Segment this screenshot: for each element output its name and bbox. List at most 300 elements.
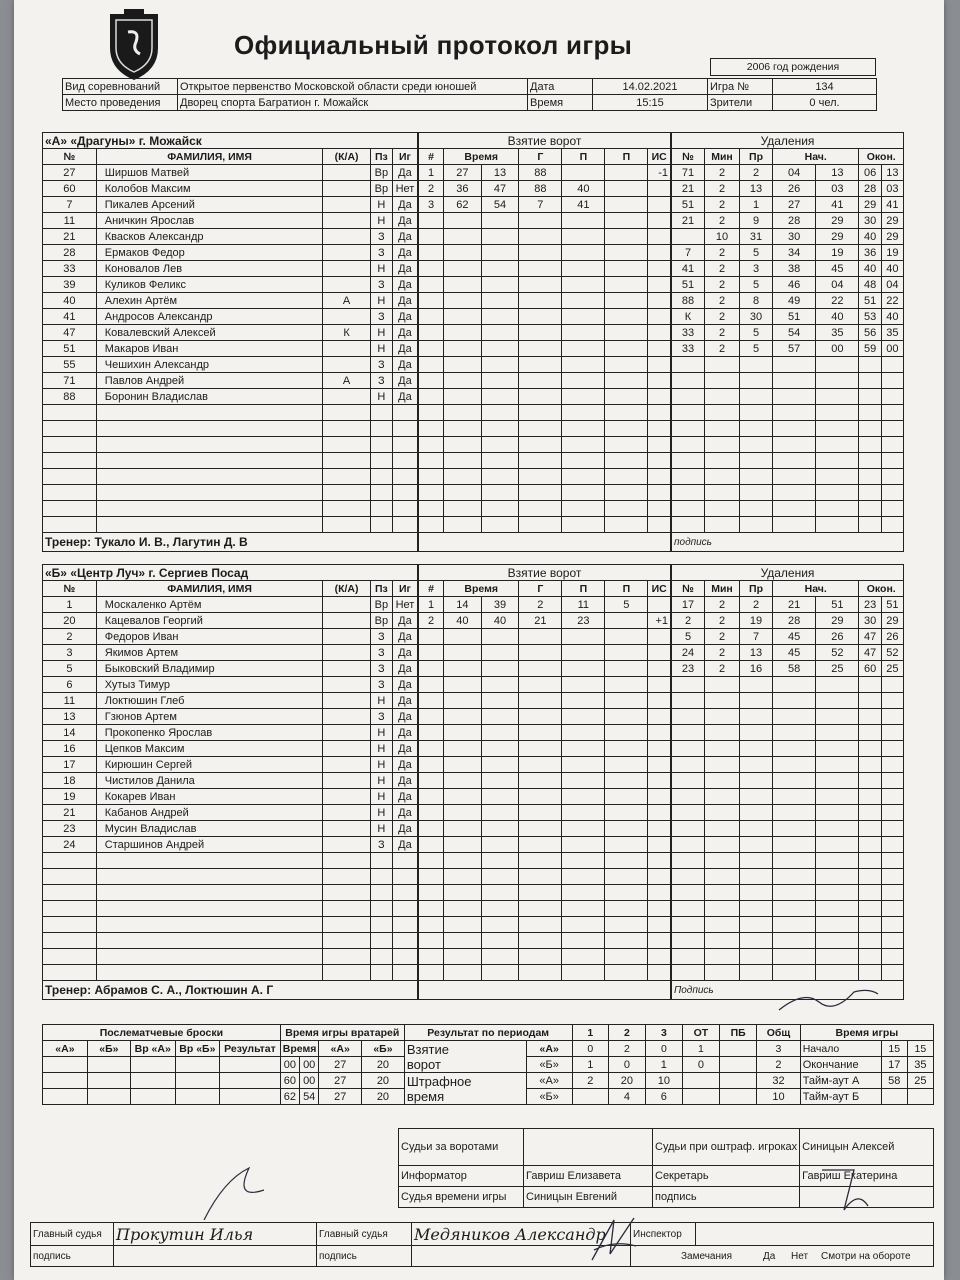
player-number: 21: [43, 805, 97, 821]
goal-row-empty: [419, 869, 671, 885]
penalty-cell: 21: [672, 181, 705, 197]
penalty-cell: 27: [773, 197, 816, 213]
player-position: З: [370, 357, 392, 373]
player-role: [323, 821, 370, 837]
roster-row-empty: [43, 901, 418, 917]
goal-row-empty: [419, 469, 671, 485]
player-position: Вр: [370, 597, 392, 613]
team_a-coach: Тренер: Тукало И. В., Лагутин Д. В: [43, 533, 418, 552]
player-role: [323, 277, 370, 293]
player-number: 17: [43, 757, 97, 773]
player-played: Да: [392, 277, 417, 293]
penalty-cell: 28: [773, 613, 816, 629]
venue-value: Дворец спорта Багратион г. Можайск: [178, 95, 528, 111]
penalty-cell: 13: [740, 645, 773, 661]
player-name: Кацевалов Георгий: [96, 613, 323, 629]
player-name: Кирюшин Сергей: [96, 757, 323, 773]
roster-row: [43, 725, 418, 741]
start-label: Начало: [800, 1041, 881, 1057]
player-number: 47: [43, 325, 97, 341]
penalty-cell: 47: [859, 645, 881, 661]
chief-referee-signature-icon: [584, 1210, 644, 1270]
penalty-cell: 52: [881, 645, 903, 661]
player-position: З: [370, 629, 392, 645]
player-played: Нет: [392, 181, 417, 197]
roster-row: [43, 341, 418, 357]
timeout-b-label: Тайм-аут Б: [800, 1089, 881, 1105]
roster-row: [43, 709, 418, 725]
penalty-cell: 60: [859, 661, 881, 677]
penalty-row-empty: [672, 933, 904, 949]
player-role: [323, 757, 370, 773]
end-m: 35: [907, 1057, 933, 1073]
player-position: Вр: [370, 165, 392, 181]
player-number: 88: [43, 389, 97, 405]
player-role: [323, 165, 370, 181]
player-name: Старшинов Андрей: [96, 837, 323, 853]
secretary-label: Секретарь: [653, 1166, 800, 1187]
chief-referee-1-value: Прокутин Илья: [114, 1223, 317, 1246]
roster-row: [43, 677, 418, 693]
player-number: 40: [43, 293, 97, 309]
goal-col-assist1: П: [562, 149, 605, 165]
penalty-row-empty: [672, 469, 904, 485]
player-played: Да: [392, 677, 417, 693]
goals-row-label: Взятие ворот: [404, 1041, 526, 1073]
player-played: Да: [392, 309, 417, 325]
penalty-cell: 28: [859, 181, 881, 197]
penalty-cell: 03: [881, 181, 903, 197]
goalie-row-3-a: 27: [319, 1089, 362, 1105]
pen-col-num: №: [672, 581, 705, 597]
period-team-a: «А»: [526, 1041, 572, 1057]
player-position: Н: [370, 325, 392, 341]
player-name: Квасков Александр: [96, 229, 323, 245]
player-name: Гзюнов Артем: [96, 709, 323, 725]
penalty-cell: 04: [773, 165, 816, 181]
shootout-col-gka: Вр «А»: [130, 1041, 175, 1057]
roster-row: [43, 197, 418, 213]
informer-value: Гавриш Елизавета: [524, 1166, 653, 1187]
inspector-label: Инспектор: [631, 1223, 696, 1246]
penalty-row-empty: [672, 453, 904, 469]
penalty-cell: 40: [859, 261, 881, 277]
goal-cell: 7: [519, 197, 562, 213]
player-role: [323, 229, 370, 245]
penalty-cell: 13: [881, 165, 903, 181]
page-title: Официальный протокол игры: [234, 30, 633, 60]
player-role: [323, 341, 370, 357]
roster-row: [43, 597, 418, 613]
player-played: Да: [392, 629, 417, 645]
player-played: Да: [392, 357, 417, 373]
roster-row: [43, 821, 418, 837]
time-label: Время: [528, 95, 593, 111]
game-value: 134: [773, 79, 877, 95]
team_b-coach: Тренер: Абрамов С. А., Локтюшин А. Г: [43, 981, 418, 1000]
spectators-label: Зрители: [708, 95, 773, 111]
p-a-pb: [720, 1041, 757, 1057]
player-number: 18: [43, 773, 97, 789]
goal-row-empty: [419, 917, 671, 933]
penalty-cell: 29: [881, 213, 903, 229]
player-role: [323, 261, 370, 277]
roster-row: [43, 261, 418, 277]
player-position: Н: [370, 293, 392, 309]
player-name: Андросов Александр: [96, 309, 323, 325]
goalie-row-2-a: 27: [319, 1073, 362, 1089]
goal-cell: 54: [481, 197, 519, 213]
penalty-row-empty: [672, 421, 904, 437]
goal-cell: 62: [444, 197, 482, 213]
player-number: 11: [43, 213, 97, 229]
goal-row-empty: [419, 949, 671, 965]
pen-col-reason: Пр: [740, 581, 773, 597]
team_a-sign-label: подпись: [672, 533, 904, 552]
penalty-cell: 71: [672, 165, 705, 181]
goal-col-num: #: [419, 149, 444, 165]
penalty-cell: 51: [859, 293, 881, 309]
pim-a-pb: [720, 1073, 757, 1089]
roster-row-empty: [43, 885, 418, 901]
player-role: [323, 645, 370, 661]
player-played: Да: [392, 229, 417, 245]
goal-cell: 13: [481, 165, 519, 181]
penalty-cell: 56: [859, 325, 881, 341]
player-name: Цепков Максим: [96, 741, 323, 757]
goal-row-empty: [419, 965, 671, 981]
goal-row-empty: [419, 773, 671, 789]
penalty-cell: 59: [859, 341, 881, 357]
col-num: №: [43, 149, 97, 165]
penalty-cell: 35: [816, 325, 859, 341]
player-number: 14: [43, 725, 97, 741]
penalty-cell: 30: [740, 309, 773, 325]
p-b-ot: 0: [682, 1057, 719, 1073]
penalty-cell: 34: [773, 245, 816, 261]
goal-col-scorer: Г: [519, 581, 562, 597]
roster-row-empty: [43, 453, 418, 469]
penalty-cell: 88: [672, 293, 705, 309]
penalty-cell: 9: [740, 213, 773, 229]
remarks-cell: [631, 1246, 934, 1267]
chief-2-sign-label: подпись: [317, 1246, 412, 1267]
penalty-cell: 5: [672, 629, 705, 645]
penalty-cell: 2: [705, 645, 740, 661]
goal-row-empty: [419, 517, 671, 533]
goal-row-empty: [419, 485, 671, 501]
player-played: Да: [392, 789, 417, 805]
player-position: Н: [370, 261, 392, 277]
penalty-cell: 33: [672, 325, 705, 341]
roster-row: [43, 229, 418, 245]
player-played: Да: [392, 341, 417, 357]
goal-row-empty: [419, 405, 671, 421]
goal-row-empty: [419, 453, 671, 469]
penalty-row: [672, 661, 904, 677]
penalty-cell: 2: [672, 613, 705, 629]
penalty-cell: 04: [816, 277, 859, 293]
penalty-cell: 21: [672, 213, 705, 229]
player-position: З: [370, 645, 392, 661]
penalty-row-empty: [672, 741, 904, 757]
team_a-goals: [418, 132, 671, 552]
pim-b-ot: [682, 1089, 719, 1105]
goal-row-empty: [419, 901, 671, 917]
goal-row: [419, 197, 671, 213]
penalty-cell: 2: [705, 597, 740, 613]
p-a-3: 0: [645, 1041, 682, 1057]
goal-row-empty: [419, 757, 671, 773]
col-ig: Иг: [392, 581, 417, 597]
roster-row: [43, 245, 418, 261]
goal-cell: 39: [481, 597, 519, 613]
player-number: 19: [43, 789, 97, 805]
player-role: [323, 709, 370, 725]
player-name: Чистилов Данила: [96, 773, 323, 789]
goal-cell: 23: [562, 613, 605, 629]
player-position: З: [370, 709, 392, 725]
player-name: Колобов Максим: [96, 181, 323, 197]
penalties-title: Удаления: [672, 565, 904, 581]
goal-row-empty: [419, 325, 671, 341]
game-label: Игра №: [708, 79, 773, 95]
player-name: Макаров Иван: [96, 341, 323, 357]
penalty-row: [672, 341, 904, 357]
col-pz: Пз: [370, 149, 392, 165]
penalty-cell: 49: [773, 293, 816, 309]
roster-row: [43, 293, 418, 309]
player-name: Боронин Владислав: [96, 389, 323, 405]
player-position: Н: [370, 213, 392, 229]
penalty-cell: 30: [859, 213, 881, 229]
penalty-row: [672, 261, 904, 277]
player-name: Павлов Андрей: [96, 373, 323, 389]
remarks-no: Нет: [791, 1251, 809, 1262]
player-name: Ковалевский Алексей: [96, 325, 323, 341]
p-a-2: 2: [608, 1041, 645, 1057]
player-position: З: [370, 245, 392, 261]
roster-row-empty: [43, 853, 418, 869]
col-pz: Пз: [370, 581, 392, 597]
penalty-row-empty: [672, 837, 904, 853]
goal-cell: 40: [481, 613, 519, 629]
team_b-goals: [418, 564, 671, 1000]
team_b-title: «Б» «Центр Луч» г. Сергиев Посад: [43, 565, 418, 581]
goalie-col-b: «Б»: [362, 1041, 405, 1057]
period-col-2: 2: [608, 1025, 645, 1041]
player-position: Н: [370, 773, 392, 789]
player-role: [323, 677, 370, 693]
roster-row: [43, 789, 418, 805]
end-label: Окончание: [800, 1057, 881, 1073]
player-position: Н: [370, 789, 392, 805]
player-role: [323, 661, 370, 677]
player-played: Да: [392, 661, 417, 677]
goal-row-empty: [419, 661, 671, 677]
roster-row-empty: [43, 869, 418, 885]
goal-row-empty: [419, 853, 671, 869]
penalty-cell: 8: [740, 293, 773, 309]
period-col-3: 3: [645, 1025, 682, 1041]
penalty-cell: 26: [773, 181, 816, 197]
player-position: З: [370, 229, 392, 245]
player-number: 1: [43, 597, 97, 613]
chief-referee-2-label: Главный судья: [317, 1223, 412, 1246]
col-num: №: [43, 581, 97, 597]
goal-row: [419, 613, 671, 629]
penalty-row-empty: [672, 885, 904, 901]
team_b-penalties: [671, 564, 904, 1000]
roster-row: [43, 613, 418, 629]
penalty-cell: 2: [705, 197, 740, 213]
player-played: Да: [392, 389, 417, 405]
col-ka: (К/А): [323, 149, 370, 165]
penalty-cell: 2: [705, 613, 740, 629]
goalie-row-1-b: 20: [362, 1057, 405, 1073]
goal-cell: [648, 597, 671, 613]
roster-row: [43, 805, 418, 821]
penalty-cell: 23: [859, 597, 881, 613]
pen-col-min: Мин: [705, 581, 740, 597]
penalty-cell: 26: [816, 629, 859, 645]
start-m: 15: [907, 1041, 933, 1057]
goalie-row-1-sec: 00: [300, 1057, 319, 1073]
penalty-judges-value: Синицын Алексей: [800, 1129, 934, 1166]
timeout-a-m: 58: [881, 1073, 907, 1089]
protocol-sheet: [14, 0, 944, 1280]
penalty-cell: 2: [705, 309, 740, 325]
timekeeper-label: Судья времени игры: [399, 1187, 524, 1208]
roster-row: [43, 325, 418, 341]
player-position: Вр: [370, 181, 392, 197]
goal-row-empty: [419, 421, 671, 437]
goal-row-empty: [419, 437, 671, 453]
team_a-roster: [42, 132, 418, 552]
secretary-value: Гавриш Екатерина: [800, 1166, 934, 1187]
player-role: А: [323, 293, 370, 309]
goalie-time-title: Время игры вратарей: [280, 1025, 404, 1041]
goal-cell: 40: [444, 613, 482, 629]
goal-row: [419, 597, 671, 613]
penalty-cell: 13: [816, 165, 859, 181]
p-b-total: 2: [757, 1057, 800, 1073]
goal-cell: 2: [519, 597, 562, 613]
goals-title: Взятие ворот: [419, 133, 671, 149]
goal-cell: [562, 165, 605, 181]
period-col-pb: ПБ: [720, 1025, 757, 1041]
venue-label: Место проведения: [63, 95, 178, 111]
penalty-cell: 51: [816, 597, 859, 613]
roster-row-empty: [43, 405, 418, 421]
shootout-col-a: «А»: [43, 1041, 88, 1057]
player-name: Пикалев Арсений: [96, 197, 323, 213]
penalty-cell: 1: [740, 197, 773, 213]
penalty-cell: 46: [773, 277, 816, 293]
goalie-row-2-b: 20: [362, 1073, 405, 1089]
penalty-cell: 7: [740, 629, 773, 645]
goal-cell: 21: [519, 613, 562, 629]
p-b-1: 1: [572, 1057, 608, 1073]
goalie-row-3-min: 62: [280, 1089, 299, 1105]
timeout-b-m: [881, 1089, 907, 1105]
roster-row-empty: [43, 917, 418, 933]
player-played: Да: [392, 805, 417, 821]
player-played: Да: [392, 197, 417, 213]
penalty-cell: 19: [816, 245, 859, 261]
shootout-col-gkb: Вр «Б»: [175, 1041, 220, 1057]
player-name: Якимов Артем: [96, 645, 323, 661]
penalty-row-empty: [672, 437, 904, 453]
goal-row-empty: [419, 229, 671, 245]
player-role: [323, 725, 370, 741]
penalty-row: [672, 309, 904, 325]
player-role: [323, 613, 370, 629]
penalty-cell: 2: [705, 245, 740, 261]
goalie-row-1-min: 00: [280, 1057, 299, 1073]
roster-row: [43, 213, 418, 229]
penalty-row-empty: [672, 357, 904, 373]
period-team-b: «Б»: [526, 1057, 572, 1073]
penalty-cell: 51: [672, 277, 705, 293]
player-played: Да: [392, 741, 417, 757]
roster-row: [43, 837, 418, 853]
roster-row-empty: [43, 437, 418, 453]
goal-row-empty: [419, 709, 671, 725]
penalty-cell: 04: [881, 277, 903, 293]
player-played: Да: [392, 293, 417, 309]
player-number: 33: [43, 261, 97, 277]
informer-label: Информатор: [399, 1166, 524, 1187]
penalty-cell: 51: [773, 309, 816, 325]
competition-label: Вид соревнований: [63, 79, 178, 95]
player-name: Федоров Иван: [96, 629, 323, 645]
penalty-cell: 21: [773, 597, 816, 613]
player-role: [323, 309, 370, 325]
pen-col-start: Нач.: [773, 581, 859, 597]
penalty-cell: 45: [816, 261, 859, 277]
remarks-yes: Да: [763, 1251, 776, 1262]
team_b-sign-label: Подпись: [672, 981, 904, 1000]
player-role: [323, 245, 370, 261]
goal-cell: 47: [481, 181, 519, 197]
player-played: Да: [392, 645, 417, 661]
player-role: [323, 197, 370, 213]
goal-cell: +1: [648, 613, 671, 629]
player-number: 3: [43, 645, 97, 661]
competition-value: Открытое первенство Московской области среди юношей: [178, 79, 528, 95]
player-position: З: [370, 661, 392, 677]
player-number: 6: [43, 677, 97, 693]
roster-row: [43, 757, 418, 773]
player-played: Да: [392, 821, 417, 837]
roster-row-empty: [43, 421, 418, 437]
penalty-cell: 36: [859, 245, 881, 261]
penalty-cell: 2: [705, 165, 740, 181]
pim-b-total: 10: [757, 1089, 800, 1105]
player-number: 7: [43, 197, 97, 213]
penalty-cell: 29: [881, 229, 903, 245]
player-number: 11: [43, 693, 97, 709]
penalty-cell: 00: [816, 341, 859, 357]
timeout-b-s: [907, 1089, 933, 1105]
penalty-cell: 28: [773, 213, 816, 229]
player-played: Да: [392, 213, 417, 229]
player-name: Кабанов Андрей: [96, 805, 323, 821]
penalty-row: [672, 181, 904, 197]
player-role: [323, 773, 370, 789]
goal-row: [419, 181, 671, 197]
